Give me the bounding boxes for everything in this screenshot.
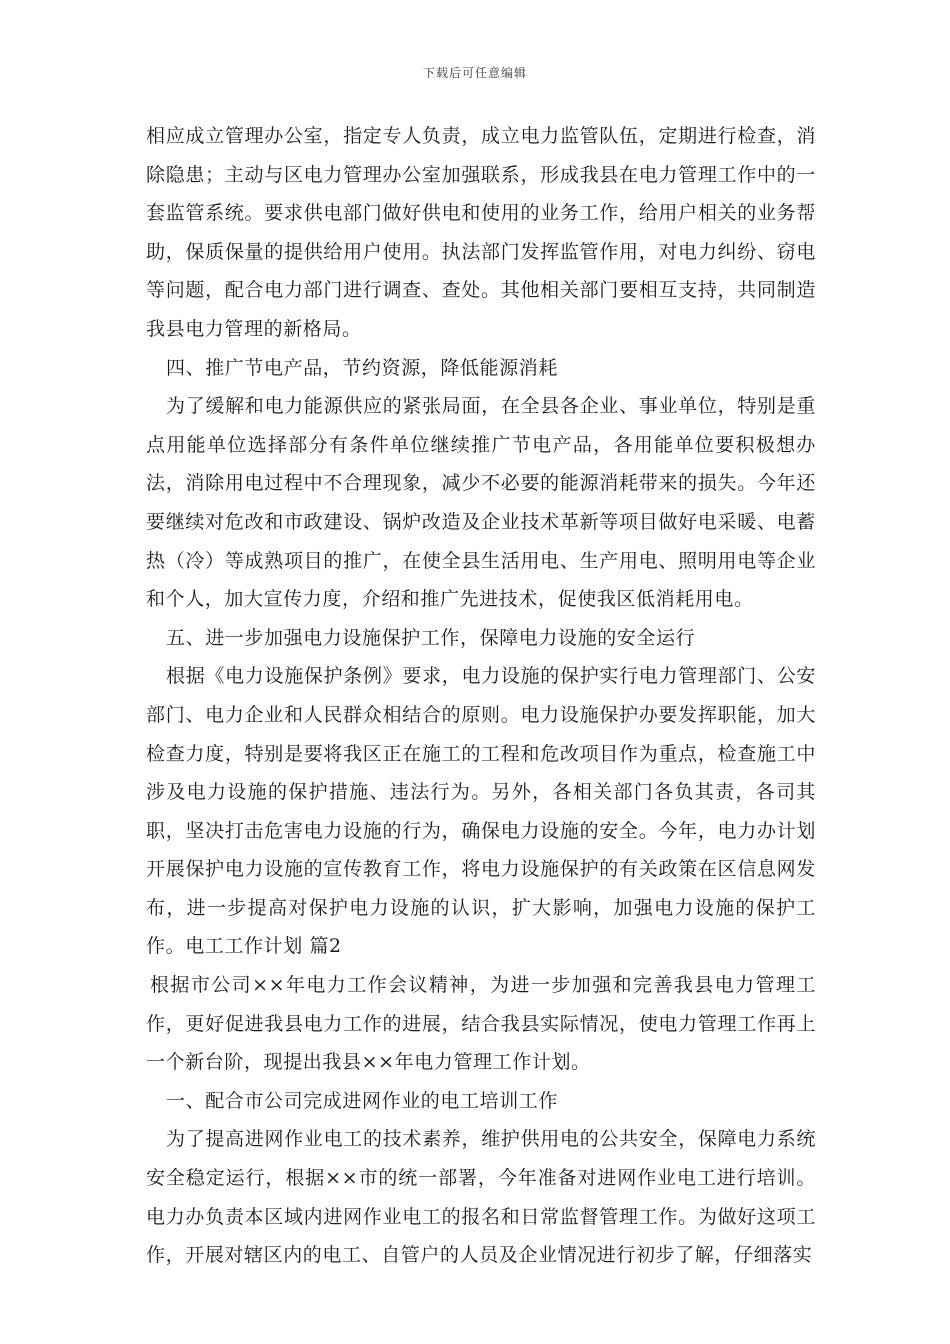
paragraph-1: 相应成立管理办公室，指定专人负责，成立电力监管队伍，定期进行检查，消除隐患；主动与区电力管理办公室加强联系，形成我县在电力管理工作中的一套监管系统。要求供电部门做好供电和使用的业务工作，给用户相关的业务帮助，保质保量的提供给用户使用。执法部门发挥监管作用，对电力纠纷、窃电等问题，配合电力部门进行调查、查处。其他相关部门要相互支持，共同制造我县电力管理的新格局。	[146, 125, 816, 340]
section-heading-4: 四、推广节电产品，节约资源，降低能源消耗	[166, 356, 559, 379]
paragraph-2: 为了缓解和电力能源供应的紧张局面，在全县各企业、事业单位，特别是重点用能单位选择部分有条件单位继续推广节电产品，各用能单位要积极想办法，消除用电过程中不合理现象，减少不必要的能源消耗带来的损失。今年还要继续对危改和市政建设、锅炉改造及企业技术革新等项目做好电采暖、电蓄热（冷）等成熟项目的推广，在使全县生活用电、生产用电、照明用电等企业和个人，加大宣传力度，介绍和推广先进技术，促使我区低消耗用电。	[146, 395, 816, 611]
paragraph-3: 根据《电力设施保护条例》要求，电力设施的保护实行电力管理部门、公安部门、电力企业和人民群众相结合的原则。电力设施保护办要发挥职能，加大检查力度，特别是要将我区正在施工的工程和危改项目作为重点，检查施工中涉及电力设施的保护措施、违法行为。另外，各相关部门各负其责，各司其职，坚决打击危害电力设施的行为，确保电力设施的安全。今年，电力办计划开展保护电力设施的宣传教育工作，将电力设施保护的有关政策在区信息网发布，进一步提高对保护电力设施的认识，扩大影响，加强电力设施的保护工作。电工工作计划 篇2	[146, 665, 816, 958]
document-body	[146, 117, 816, 1275]
paragraph-4: 根据市公司××年电力工作会议精神，为进一步加强和完善我县电力管理工作，更好促进我县电力工作的进展，结合我县实际情况，使电力管理工作再上一个新台阶，现提出我县××年电力管理工作计划。	[146, 974, 816, 1074]
section-heading-1: 一、配合市公司完成进网作业的电工培训工作	[166, 1089, 559, 1112]
section-heading-5: 五、进一步加强电力设施保护工作，保障电力设施的安全运行	[166, 626, 696, 649]
page-header: 下载后可任意编辑	[422, 66, 527, 80]
paragraph-5: 为了提高进网作业电工的技术素养，维护供用电的公共安全，保障电力系统安全稳定运行，根据××市的统一部署，今年准备对进网作业电工进行培训。电力办负责本区域内进网作业电工的报名和日常监督管理工作。为做好这项工作，开展对辖区内的电工、自管户的人员及企业情况进行初步了解，仔细落实	[146, 1128, 816, 1267]
